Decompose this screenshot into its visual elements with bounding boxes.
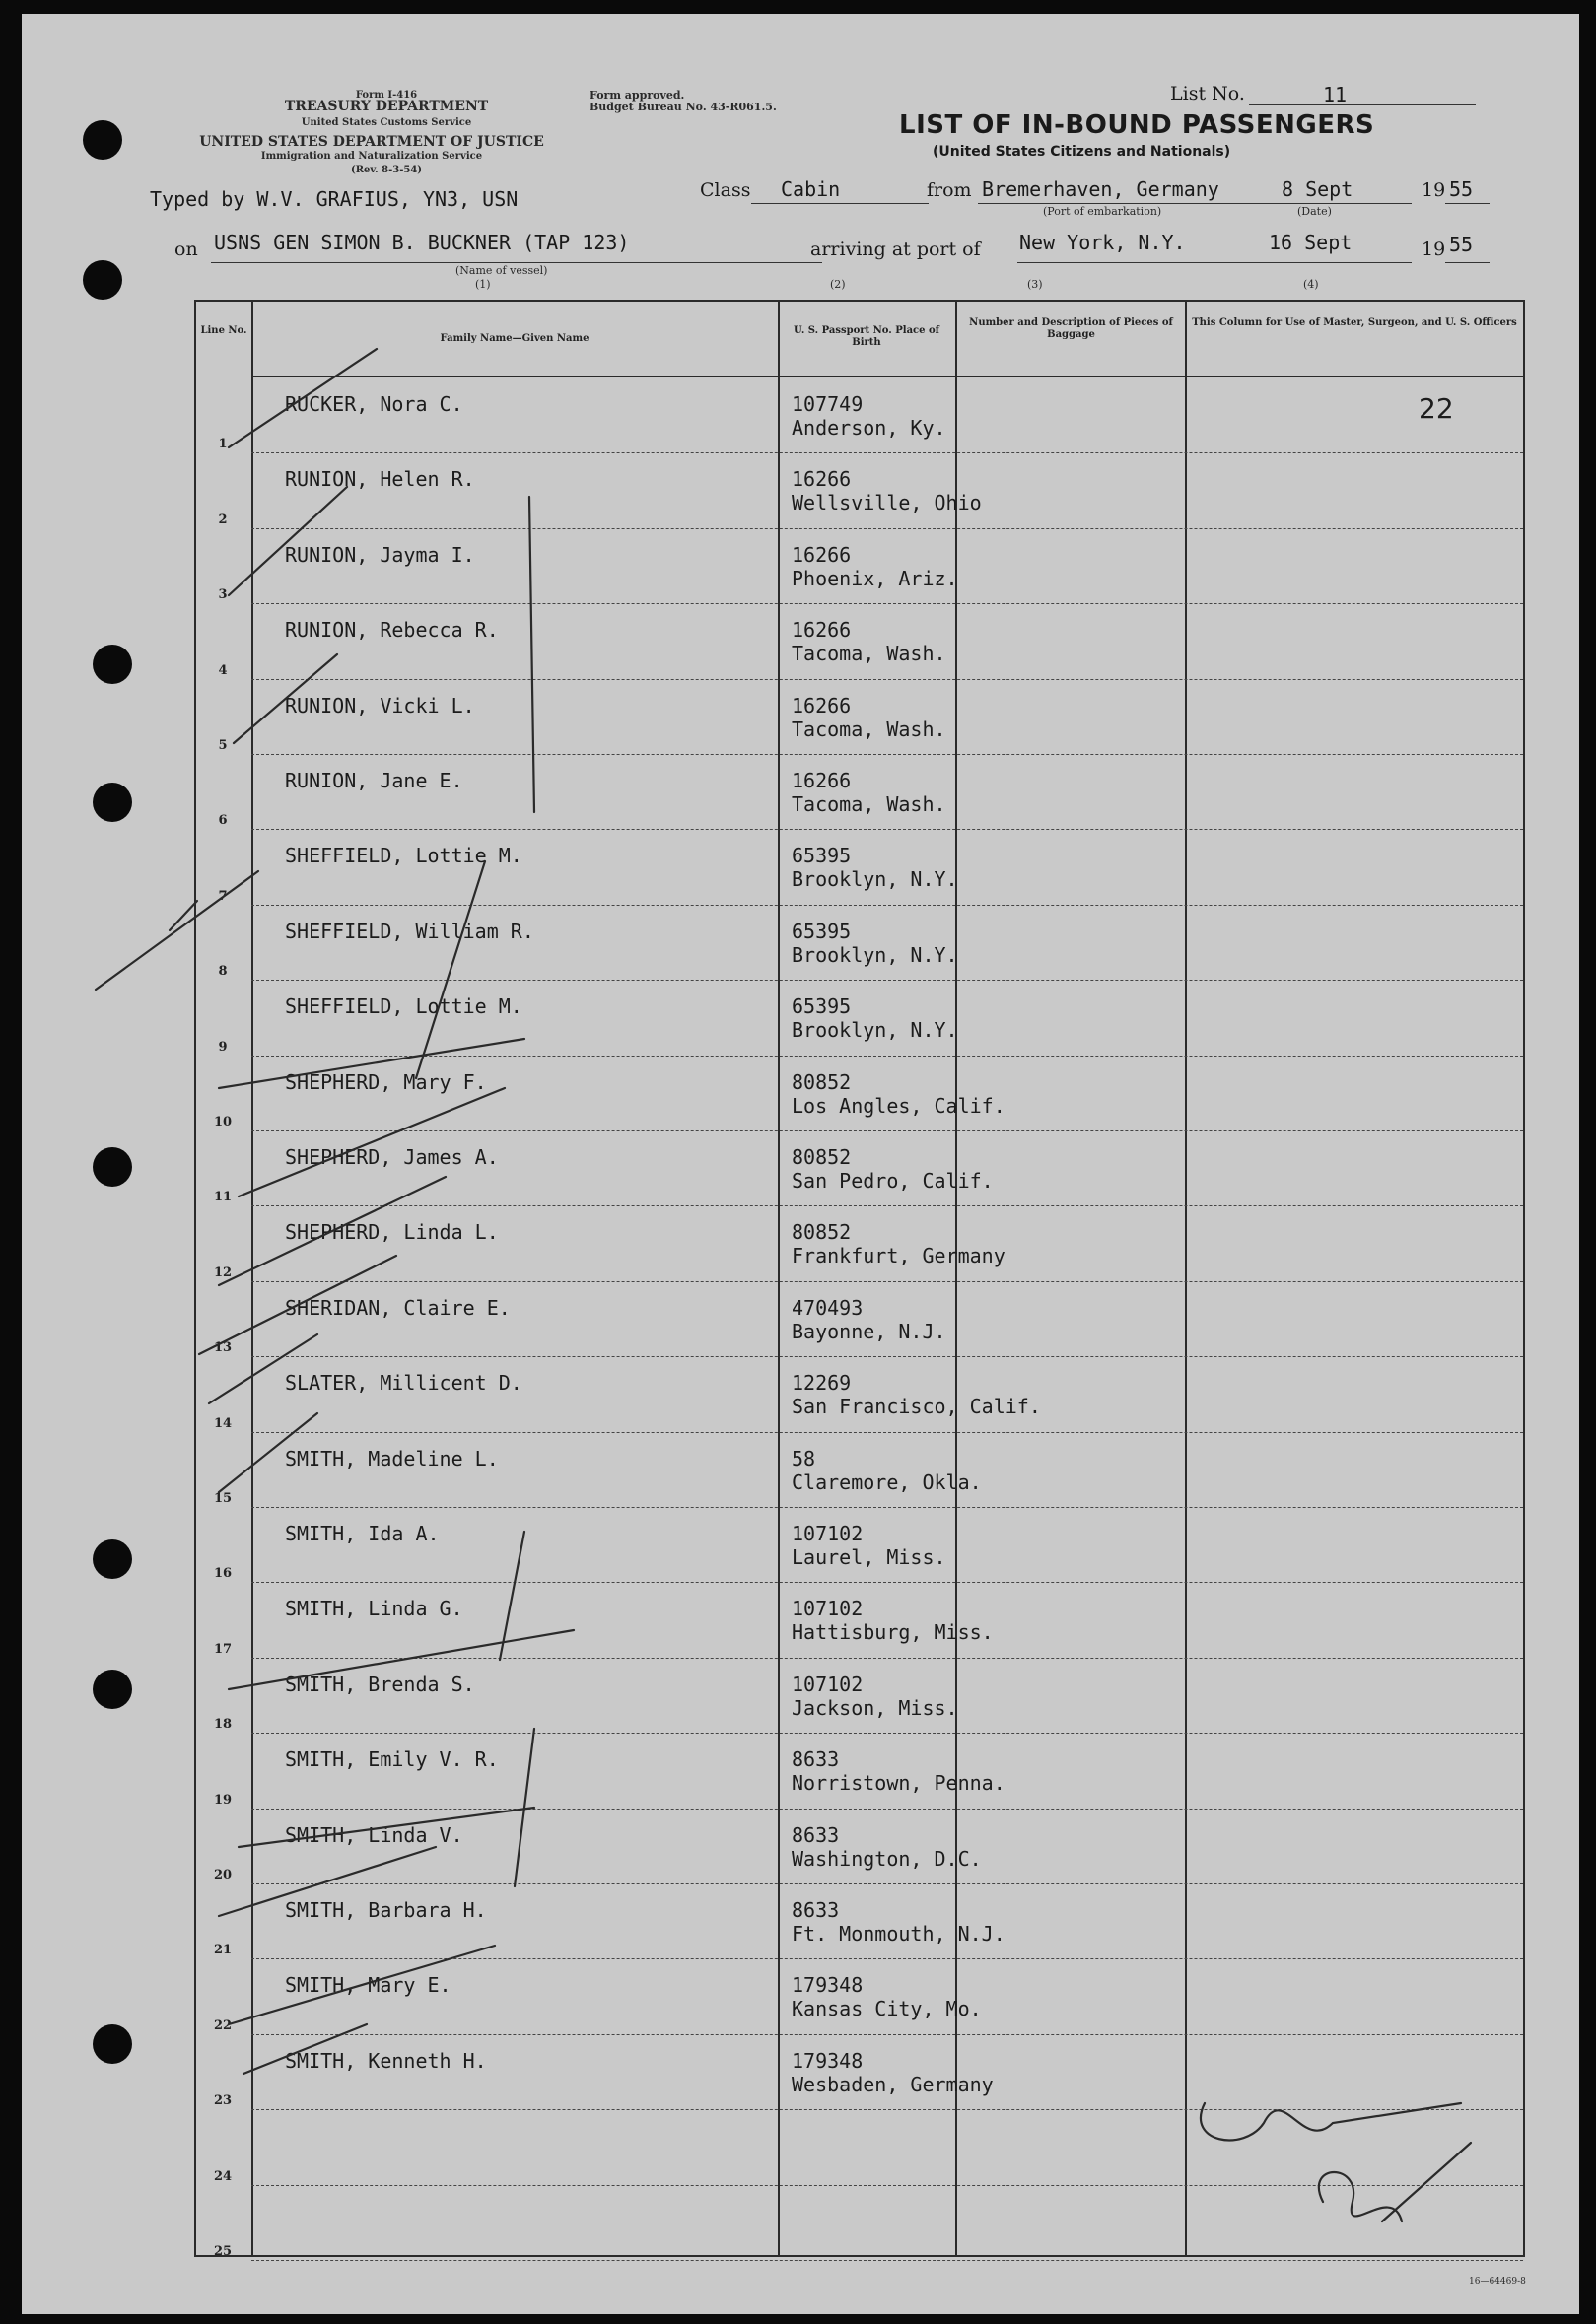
birthplace: Washington, D.C. [792, 1846, 982, 1871]
vessel-line [211, 262, 822, 263]
header-officers: This Column for Use of Master, Surgeon, and U. S. Officers [1192, 317, 1517, 328]
passport-number: 16266 [792, 769, 852, 792]
arrival-date: 16 Sept [1269, 231, 1353, 254]
passenger-name: SMITH, Madeline L. [285, 1446, 499, 1470]
page-title: LIST OF IN-BOUND PASSENGERS [899, 110, 1375, 140]
line-number: 1 [218, 437, 228, 452]
passenger-name: RUNION, Jayma I. [285, 542, 475, 567]
passenger-name: SHEPHERD, James A. [285, 1145, 499, 1169]
table-row [196, 1057, 1523, 1131]
col-num-2: (2) [830, 278, 846, 291]
punch-hole [93, 645, 132, 684]
punch-hole [93, 1670, 132, 1709]
header-name: Family Name—Given Name [440, 333, 590, 344]
line-number: 21 [213, 1943, 233, 1958]
form-approved: Form approved. [590, 89, 685, 102]
birthplace: Los Angles, Calif. [792, 1093, 1006, 1118]
line-number: 8 [218, 964, 228, 980]
birthplace: Bayonne, N.J. [792, 1319, 946, 1343]
birthplace: Claremore, Okla. [792, 1470, 982, 1494]
passenger-name: RUNION, Vicki L. [285, 693, 475, 718]
class-value: Cabin [781, 177, 841, 201]
passport-number: 65395 [792, 844, 852, 868]
birthplace: Tacoma, Wash. [792, 642, 946, 666]
line-number: 5 [218, 737, 228, 753]
birthplace: Phoenix, Ariz. [792, 566, 958, 590]
col-num-1: (1) [475, 278, 491, 291]
birthplace: San Pedro, Calif. [792, 1169, 994, 1193]
year-line-2 [1445, 262, 1490, 263]
table-row [196, 1959, 1523, 2034]
punch-hole [83, 260, 122, 300]
row-rule [251, 2260, 1523, 2261]
on-label: on [174, 239, 198, 260]
table-row [196, 1884, 1523, 1959]
birthplace: Kansas City, Mo. [792, 1997, 982, 2021]
customs-service: United States Customs Service [301, 117, 472, 128]
table-row [196, 2035, 1523, 2110]
header-rule [251, 376, 1523, 377]
arrival-port: New York, N.Y. [1019, 231, 1186, 254]
line-number: 13 [213, 1340, 233, 1356]
table-row [196, 2110, 1523, 2185]
line-number: 10 [213, 1114, 233, 1129]
passport-number: 16266 [792, 693, 852, 718]
passenger-name: SMITH, Linda G. [285, 1597, 463, 1621]
passport-number: 8633 [792, 1822, 840, 1847]
passenger-table [194, 300, 1525, 2257]
punch-hole [93, 2024, 132, 2064]
table-row [196, 1583, 1523, 1658]
passport-number: 65395 [792, 919, 852, 943]
year-suffix-1: 55 [1449, 177, 1474, 201]
col-num-3: (3) [1027, 278, 1043, 291]
footer-code: 16—64469-8 [1469, 2277, 1526, 2287]
birthplace: Ft. Monmouth, N.J. [792, 1922, 1006, 1946]
ins: Immigration and Naturalization Service [260, 151, 483, 162]
col-num-4: (4) [1303, 278, 1319, 291]
birthplace: Laurel, Miss. [792, 1545, 946, 1569]
passport-number: 107749 [792, 392, 864, 416]
list-number: 11 [1323, 83, 1348, 106]
birthplace: Brooklyn, N.Y. [792, 942, 958, 967]
table-row [196, 1282, 1523, 1357]
passenger-name: SHEPHERD, Linda L. [285, 1220, 499, 1245]
year-prefix-2: 19 [1422, 239, 1446, 260]
line-number: 18 [213, 1717, 233, 1733]
birthplace: Anderson, Ky. [792, 416, 946, 440]
passport-number: 16266 [792, 618, 852, 643]
typed-by: Typed by W.V. GRAFIUS, YN3, USN [150, 187, 519, 211]
passenger-name: SHEFFIELD, William R. [285, 919, 534, 943]
line-number: 25 [213, 2243, 233, 2259]
vessel-name: USNS GEN SIMON B. BUCKNER (TAP 123) [214, 231, 630, 254]
birthplace: San Francisco, Calif. [792, 1395, 1041, 1419]
passport-number: 16266 [792, 542, 852, 567]
passenger-name: RUNION, Rebecca R. [285, 618, 499, 643]
from-port: Bremerhaven, Germany [982, 177, 1219, 201]
birthplace: Tacoma, Wash. [792, 717, 946, 741]
year-suffix-2: 55 [1449, 233, 1474, 256]
passenger-name: SMITH, Ida A. [285, 1522, 440, 1545]
passenger-name: RUCKER, Nora C. [285, 392, 463, 416]
table-row [196, 981, 1523, 1056]
passenger-name: RUNION, Jane E. [285, 769, 463, 792]
table-row [196, 1734, 1523, 1809]
passenger-name: SHEFFIELD, Lottie M. [285, 844, 522, 868]
passport-number: 107102 [792, 1522, 864, 1545]
line-number: 9 [218, 1039, 228, 1055]
birthplace: Wellsville, Ohio [792, 491, 982, 515]
arrival-line [1017, 262, 1412, 263]
passport-number: 107102 [792, 1597, 864, 1621]
punch-hole [93, 1539, 132, 1579]
table-row [196, 680, 1523, 755]
list-line [1249, 104, 1476, 105]
table-row [196, 755, 1523, 830]
from-label: from [927, 179, 972, 201]
punch-hole [93, 783, 132, 822]
birthplace: Hattisburg, Miss. [792, 1620, 994, 1645]
date-caption-1: (Date) [1297, 205, 1332, 218]
birthplace: Norristown, Penna. [792, 1771, 1006, 1796]
line-number: 17 [213, 1641, 233, 1657]
passport-number: 80852 [792, 1069, 852, 1094]
officer-note: 22 [1419, 392, 1454, 425]
arriving-label: arriving at port of [810, 239, 981, 260]
passenger-name: SMITH, Kenneth H. [285, 2048, 487, 2073]
birthplace: Tacoma, Wash. [792, 792, 946, 816]
page-subtitle: (United States Citizens and Nationals) [933, 144, 1231, 160]
passenger-name: SMITH, Linda V. [285, 1822, 463, 1847]
table-row [196, 906, 1523, 981]
table-row [196, 1357, 1523, 1432]
class-line [751, 203, 929, 204]
passport-number: 8633 [792, 1747, 840, 1772]
birthplace: Brooklyn, N.Y. [792, 1018, 958, 1043]
table-row [196, 453, 1523, 528]
line-number: 4 [218, 662, 228, 678]
year-line-1 [1445, 203, 1490, 204]
doj: UNITED STATES DEPARTMENT OF JUSTICE [199, 134, 544, 150]
passenger-name: SHEFFIELD, Lottie M. [285, 994, 522, 1019]
table-row [196, 378, 1523, 453]
passenger-name: SHEPHERD, Mary F. [285, 1069, 487, 1094]
vessel-caption: (Name of vessel) [455, 264, 548, 277]
passenger-name: RUNION, Helen R. [285, 467, 475, 492]
passenger-name: SLATER, Millicent D. [285, 1371, 522, 1396]
passport-number: 16266 [792, 467, 852, 492]
list-label: List No. [1170, 83, 1245, 104]
manifest-sheet [22, 14, 1579, 2314]
line-number: 7 [218, 888, 228, 904]
passenger-name: SMITH, Mary E. [285, 1973, 451, 1998]
line-number: 20 [213, 1867, 233, 1882]
passport-number: 179348 [792, 2048, 864, 2073]
passport-number: 58 [792, 1446, 816, 1470]
passenger-name: SMITH, Barbara H. [285, 1898, 487, 1922]
line-number: 16 [213, 1566, 233, 1582]
line-number: 11 [213, 1190, 233, 1205]
from-line [978, 203, 1412, 204]
table-row [196, 604, 1523, 679]
birthplace: Brooklyn, N.Y. [792, 867, 958, 892]
passport-number: 80852 [792, 1220, 852, 1245]
budget-bureau: Budget Bureau No. 43-R061.5. [590, 101, 777, 113]
form-number: Form I-416 [355, 90, 418, 101]
passport-number: 8633 [792, 1898, 840, 1922]
line-number: 12 [213, 1265, 233, 1280]
table-row [196, 1433, 1523, 1508]
punch-hole [93, 1147, 132, 1187]
table-row [196, 2186, 1523, 2261]
table-row [196, 1659, 1523, 1734]
rev-date: (Rev. 8-3-54) [350, 165, 423, 175]
from-date: 8 Sept [1282, 177, 1353, 201]
table-row [196, 830, 1523, 905]
treasury-dept: TREASURY DEPARTMENT [284, 99, 489, 114]
table-row [196, 1810, 1523, 1884]
header-passport: U. S. Passport No. Place of Birth [794, 325, 939, 348]
passport-number: 470493 [792, 1295, 864, 1320]
passenger-name: SHERIDAN, Claire E. [285, 1295, 511, 1320]
passport-number: 12269 [792, 1371, 852, 1396]
passport-number: 65395 [792, 994, 852, 1019]
punch-hole [83, 120, 122, 160]
line-number: 14 [213, 1415, 233, 1431]
passport-number: 179348 [792, 1973, 864, 1998]
class-label: Class [700, 179, 751, 201]
header-baggage: Number and Description of Pieces of Baggage [969, 317, 1173, 340]
header-line-no: Line No. [200, 325, 247, 336]
port-caption: (Port of embarkation) [1043, 205, 1162, 218]
year-prefix-1: 19 [1422, 179, 1446, 201]
passenger-name: SMITH, Emily V. R. [285, 1747, 499, 1772]
passport-number: 80852 [792, 1145, 852, 1169]
passenger-name: SMITH, Brenda S. [285, 1672, 475, 1696]
line-number: 24 [213, 2168, 233, 2184]
birthplace: Frankfurt, Germany [792, 1244, 1006, 1268]
line-number: 15 [213, 1490, 233, 1506]
line-number: 3 [218, 587, 228, 603]
birthplace: Jackson, Miss. [792, 1695, 958, 1720]
passport-number: 107102 [792, 1672, 864, 1696]
table-row [196, 1206, 1523, 1281]
line-number: 2 [218, 512, 228, 527]
line-number: 22 [213, 2017, 233, 2033]
table-row [196, 1508, 1523, 1583]
table-row [196, 1131, 1523, 1206]
table-row [196, 529, 1523, 604]
line-number: 23 [213, 2093, 233, 2109]
line-number: 19 [213, 1792, 233, 1808]
line-number: 6 [218, 813, 228, 829]
birthplace: Wesbaden, Germany [792, 2072, 994, 2096]
